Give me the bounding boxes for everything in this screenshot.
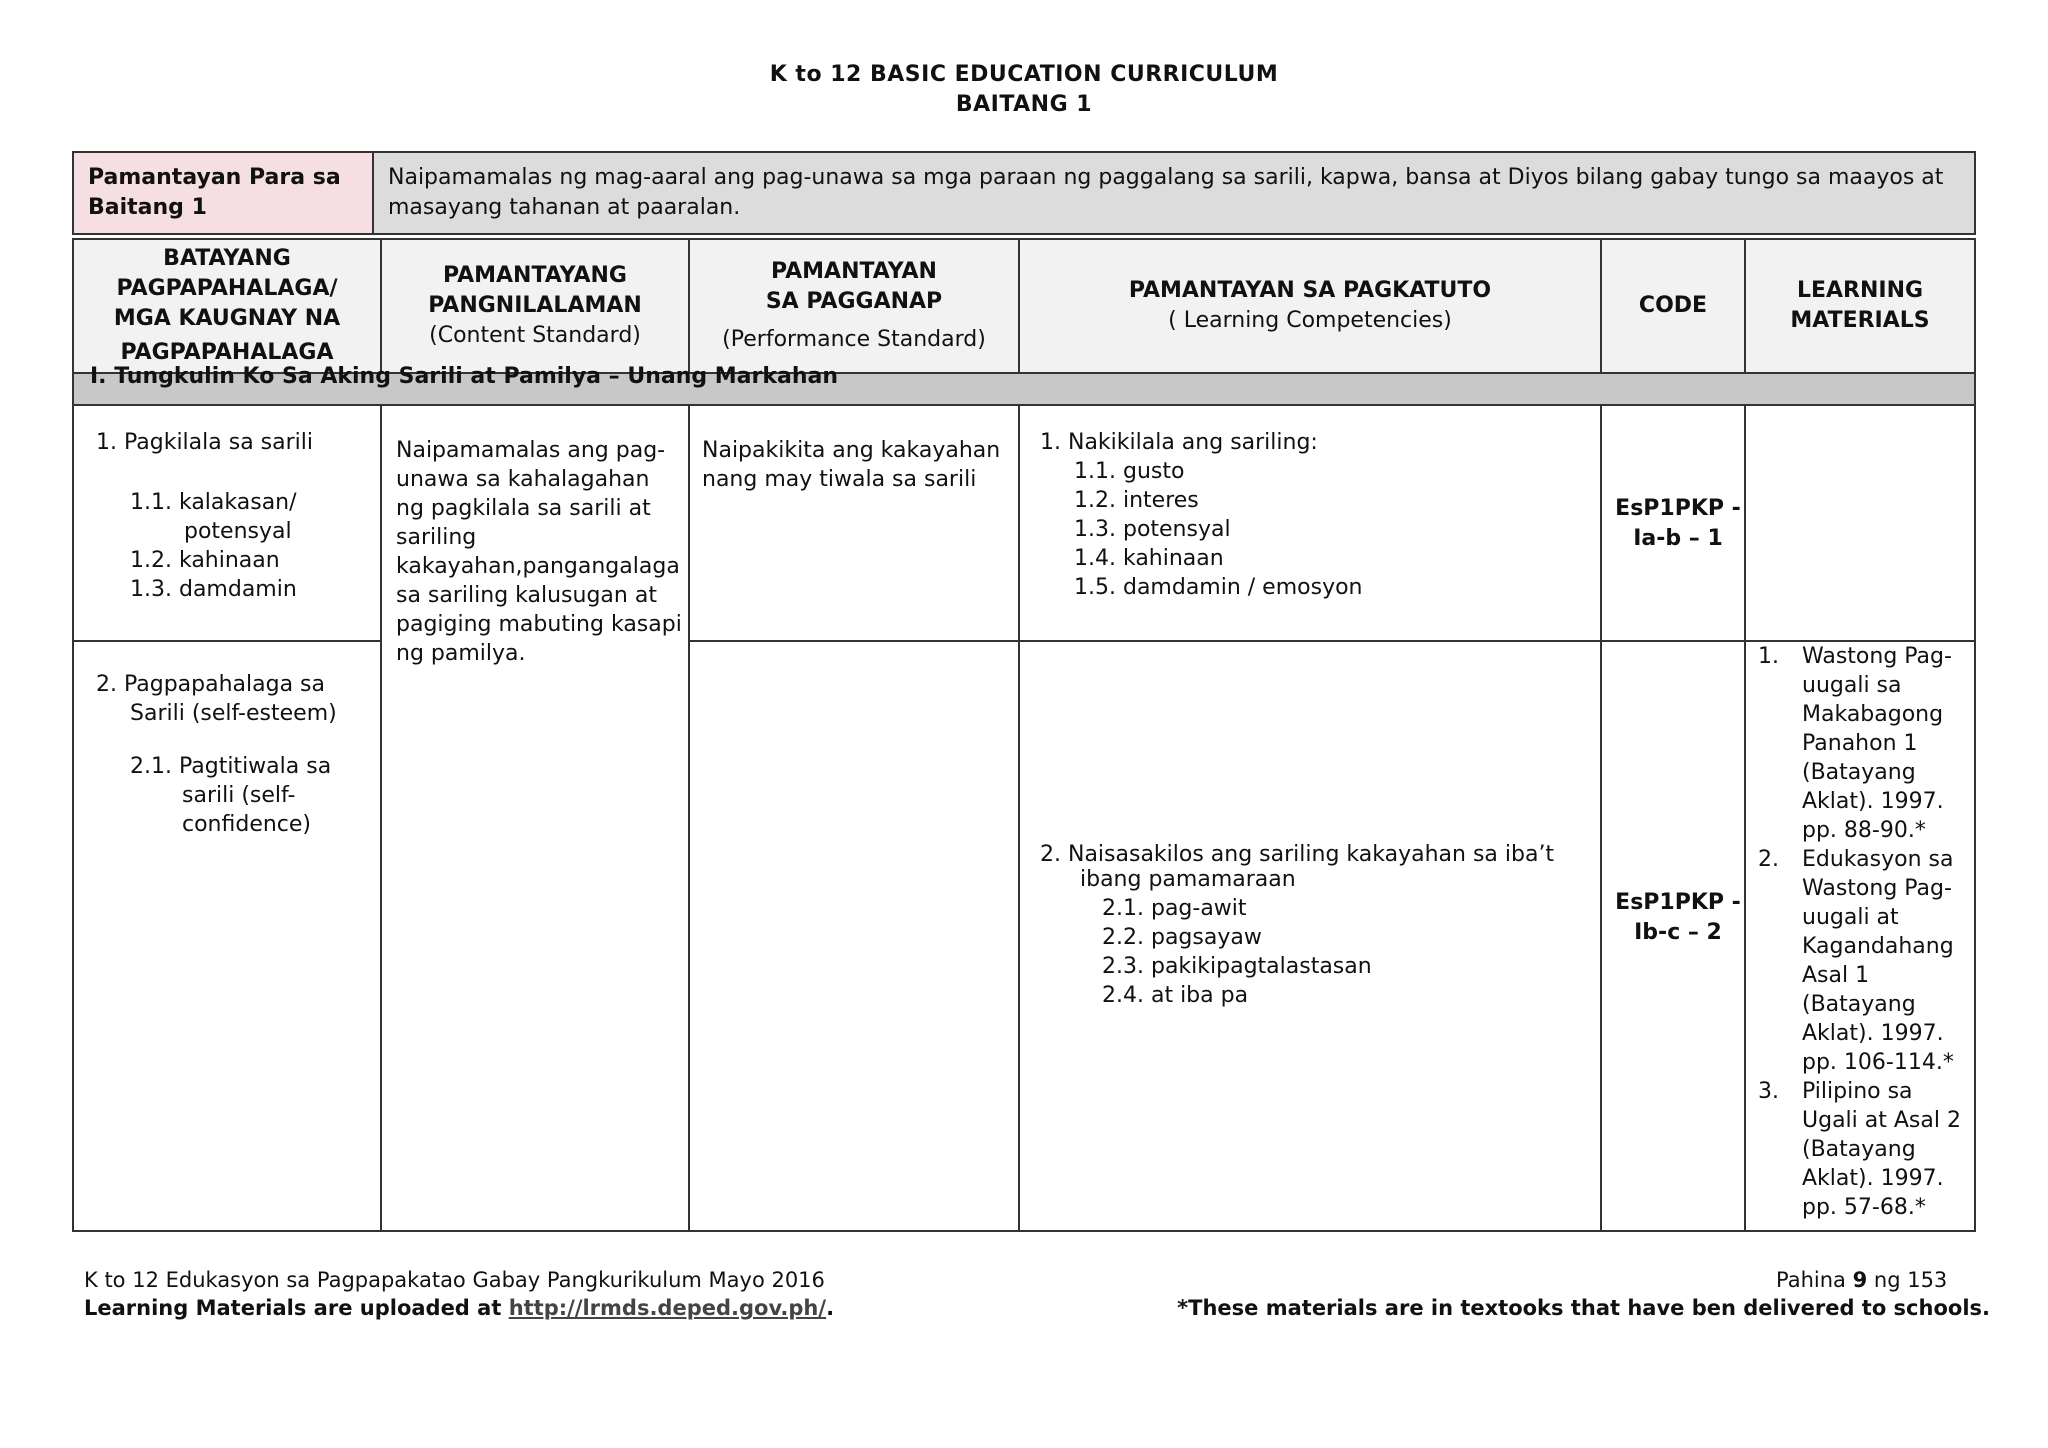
competency-2-heading xyxy=(1040,840,1554,894)
material-line: Makabagong xyxy=(1802,702,1944,727)
content-std-line: ng pagkilala sa sarili at xyxy=(396,496,651,521)
material-line: Ugali at Asal 2 xyxy=(1802,1108,1961,1133)
material-2-number: 2. xyxy=(1758,847,1779,872)
code-2-line2: Ib-c – 2 xyxy=(1634,920,1722,945)
footer-upload-note xyxy=(84,1296,834,1320)
grade-standard-label-line1: Pamantayan Para sa xyxy=(88,165,341,190)
material-line: Aklat). 1997. xyxy=(1802,1021,1944,1046)
col-header-performance-standard xyxy=(690,240,1020,372)
core-value-2-1 xyxy=(130,752,331,839)
footer-upload-prefix: Learning Materials are uploaded at xyxy=(84,1296,509,1320)
core-value-2-line1: 2. Pagpapahalaga sa xyxy=(96,672,326,697)
competency-item: 1.5. damdamin / emosyon xyxy=(1074,575,1363,600)
competency-2-head-line2: ibang pamamaraan xyxy=(1080,867,1296,892)
content-std-line: ng pamilya. xyxy=(396,641,526,666)
content-std-line: unawa sa kahalagahan xyxy=(396,467,650,492)
doc-title-line2: BAITANG 1 xyxy=(955,92,1093,117)
grade-standard-label-line2: Baitang 1 xyxy=(88,195,207,220)
code-1-line2: Ia-b – 1 xyxy=(1633,526,1723,551)
material-line: (Batayang xyxy=(1802,1137,1916,1162)
material-line: pp. 88-90.* xyxy=(1802,818,1926,843)
col1-line2: PAGPAPAHALAGA/ xyxy=(116,276,338,301)
competency-1-heading: 1. Nakikilala ang sariling: xyxy=(1040,430,1318,455)
core-value-1-1: 1.1. kalakasan/ xyxy=(130,490,297,515)
competency-2-items xyxy=(1102,894,1372,1010)
material-line: pp. 106-114.* xyxy=(1802,1050,1954,1075)
content-std-line: sariling xyxy=(396,525,477,550)
core-value-2 xyxy=(96,670,337,728)
core-value-1-2: 1.2. kahinaan xyxy=(130,548,280,573)
material-line: Aklat). 1997. xyxy=(1802,789,1944,814)
core-value-2-1-line1: 2.1. Pagtitiwala sa xyxy=(130,754,332,779)
competency-1-items xyxy=(1074,457,1363,602)
learning-materials-list xyxy=(1758,642,1972,1230)
page-prefix: Pahina xyxy=(1776,1268,1853,1292)
footer-doc-name: K to 12 Edukasyon sa Pagpapakatao Gabay Pangkurikulum Mayo 2016 xyxy=(84,1268,825,1292)
col3-line3: (Performance Standard) xyxy=(722,327,986,352)
competency-item: 1.2. interes xyxy=(1074,488,1199,513)
competency-item: 2.3. pakikipagtalastasan xyxy=(1102,954,1372,979)
code-2 xyxy=(1608,888,1748,948)
material-1 xyxy=(1802,642,1972,845)
code-2-line1: EsP1PKP - xyxy=(1615,890,1741,915)
col4-line2: ( Learning Competencies) xyxy=(1168,308,1452,333)
lrmds-link[interactable]: http://lrmds.deped.gov.ph/ xyxy=(508,1296,827,1320)
page-total: ng 153 xyxy=(1867,1268,1948,1292)
core-value-1: 1. Pagkilala sa sarili xyxy=(96,430,314,455)
content-std-line: pagiging mabuting kasapi xyxy=(396,612,682,637)
perf-std-line: Naipakikita ang kakayahan xyxy=(702,438,1001,463)
material-line: Asal 1 xyxy=(1802,963,1870,988)
content-std-line: kakayahan,pangangalaga xyxy=(396,554,680,579)
content-std-line: Naipamamalas ang pag- xyxy=(396,438,666,463)
core-value-2-line2: Sarili (self-esteem) xyxy=(130,701,337,726)
grade-standard-text xyxy=(373,152,1975,234)
material-3 xyxy=(1802,1077,1972,1222)
material-line: Edukasyon sa xyxy=(1802,847,1954,872)
col4-line1: PAMANTAYAN SA PAGKATUTO xyxy=(1128,278,1492,303)
material-line: Aklat). 1997. xyxy=(1802,1166,1944,1191)
competency-item: 1.4. kahinaan xyxy=(1074,546,1224,571)
material-line: uugali sa xyxy=(1802,673,1902,698)
core-value-1-1-cont: potensyal xyxy=(184,519,292,544)
page-current: 9 xyxy=(1852,1268,1868,1292)
material-line: (Batayang xyxy=(1802,992,1916,1017)
competency-item: 2.1. pag-awit xyxy=(1102,896,1247,921)
grade-standard-text-line2: masayang tahanan at paaralan. xyxy=(388,195,741,220)
code-1 xyxy=(1608,494,1748,554)
col3-line2: SA PAGGANAP xyxy=(765,289,943,314)
material-line: Wastong Pag- xyxy=(1802,644,1952,669)
quarter-title: I. Tungkulin Ko Sa Aking Sarili at Pamilya – Unang Markahan xyxy=(90,364,839,389)
row-divider xyxy=(74,640,380,642)
footer-upload-suffix: . xyxy=(826,1296,835,1320)
col6-line2: MATERIALS xyxy=(1790,308,1930,333)
footer-materials-note: *These materials are in textooks that have ben delivered to schools. xyxy=(1177,1296,1990,1320)
core-value-2-1-line2: sarili (self- xyxy=(182,783,296,808)
divider xyxy=(1600,406,1602,1232)
curriculum-grid xyxy=(72,238,1976,1232)
material-line: uugali at xyxy=(1802,905,1899,930)
grade-standard-table xyxy=(72,151,1976,235)
material-line: Wastong Pag- xyxy=(1802,876,1952,901)
col-header-learning-materials xyxy=(1746,240,1974,372)
material-line: pp. 57-68.* xyxy=(1802,1195,1926,1220)
doc-title-line1: K to 12 BASIC EDUCATION CURRICULUM xyxy=(769,62,1279,87)
performance-standard-text xyxy=(702,436,1012,494)
material-line: Kagandahang xyxy=(1802,934,1954,959)
col-header-core-values xyxy=(74,240,382,372)
col-header-content-standard xyxy=(382,240,690,372)
perf-std-line: nang may tiwala sa sarili xyxy=(702,467,977,492)
material-line: (Batayang xyxy=(1802,760,1916,785)
core-value-1-3: 1.3. damdamin xyxy=(130,577,297,602)
competency-item: 1.1. gusto xyxy=(1074,459,1185,484)
grade-standard-label xyxy=(73,152,373,234)
divider xyxy=(380,406,382,1232)
col-header-learning-competencies xyxy=(1020,240,1602,372)
divider xyxy=(1018,406,1020,1232)
col2-line1: PAMANTAYANG xyxy=(442,263,627,288)
competency-item: 1.3. potensyal xyxy=(1074,517,1231,542)
col2-line3: (Content Standard) xyxy=(429,323,641,348)
col6-line1: LEARNING xyxy=(1796,278,1924,303)
material-line: Panahon 1 xyxy=(1802,731,1918,756)
competency-item: 2.4. at iba pa xyxy=(1102,983,1249,1008)
divider xyxy=(688,406,690,1232)
col1-line3: MGA KAUGNAY NA xyxy=(113,306,341,331)
content-std-line: sa sariling kalusugan at xyxy=(396,583,657,608)
grade-standard-text-line1: Naipamamalas ng mag-aaral ang pag-unawa sa mga paraan ng paggalang sa sarili, kapwa, bansa at Diyos bilang gabay tungo sa maayos at xyxy=(388,165,1944,190)
material-2 xyxy=(1802,845,1972,1077)
col-header-code: CODE xyxy=(1602,240,1746,372)
material-1-number: 1. xyxy=(1758,644,1779,669)
col2-line2: PANGNILALAMAN xyxy=(428,293,642,318)
material-line: Pilipino sa xyxy=(1802,1079,1913,1104)
core-value-2-1-line3: confidence) xyxy=(182,812,312,837)
col3-line1: PAMANTAYAN xyxy=(771,259,937,284)
content-standard-text xyxy=(396,436,686,668)
col1-line1: BATAYANG xyxy=(163,246,291,271)
code-1-line1: EsP1PKP - xyxy=(1615,496,1741,521)
material-3-number: 3. xyxy=(1758,1079,1779,1104)
competency-item: 2.2. pagsayaw xyxy=(1102,925,1262,950)
page-number xyxy=(1776,1268,1947,1292)
competency-2-head-line1: 2. Naisasakilos ang sariling kakayahan sa iba’t xyxy=(1040,842,1555,867)
col1-line4: PAGPAPAHALAGA xyxy=(120,340,334,365)
